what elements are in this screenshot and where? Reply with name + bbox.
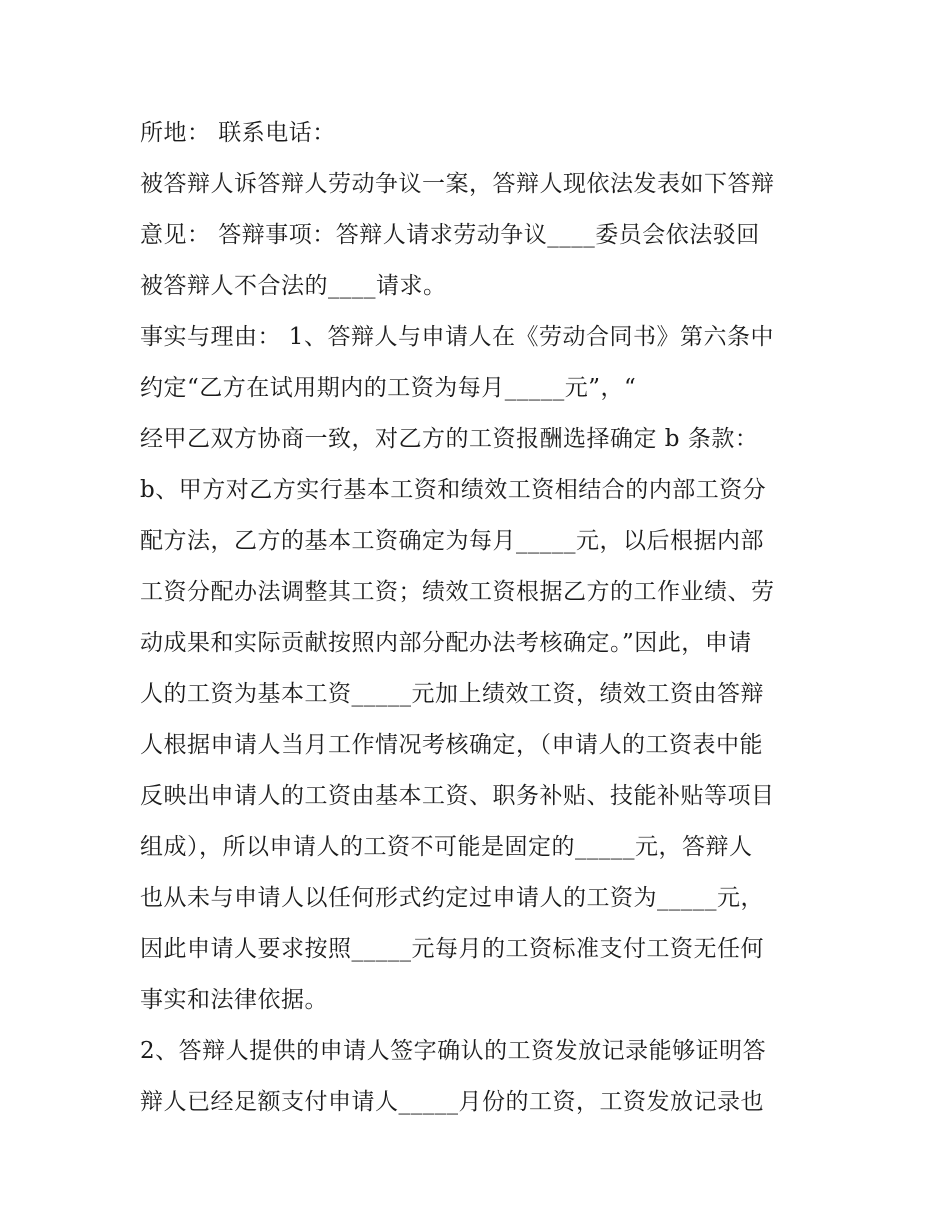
text-line: 辩人已经足额支付申请人_____月份的工资，工资发放记录也 (140, 1089, 764, 1115)
text-line: b、甲方对乙方实行基本工资和绩效工资相结合的内部工资分 (140, 477, 767, 503)
document-body (140, 108, 830, 1128)
text-line: 组成），所以申请人的工资不可能是固定的_____元，答辩人 (140, 834, 753, 860)
text-line: 反映出申请人的工资由基本工资、职务补贴、技能补贴等项目 (140, 783, 775, 809)
text-line: 人根据申请人当月工作情况考核确定，（申请人的工资表中能 (140, 732, 763, 758)
text-line: 被答辩人诉答辩人劳动争议一案，答辩人现依法发表如下答辩 (140, 171, 775, 197)
text-line: 配方法，乙方的基本工资确定为每月_____元，以后根据内部 (140, 528, 764, 554)
text-line: 被答辩人不合法的____请求。 (140, 273, 447, 299)
text-line: 事实与理由： 1、答辩人与申请人在《劳动合同书》第六条中 (140, 324, 774, 350)
text-line: 也从未与申请人以任何形式约定过申请人的工资为_____元， (140, 885, 764, 911)
text-line: 因此申请人要求按照_____元每月的工资标准支付工资无任何 (140, 936, 764, 962)
text-line: 经甲乙双方协商一致，对乙方的工资报酬选择确定 b 条款： (140, 426, 759, 452)
text-line: 意见： 答辩事项：答辩人请求劳动争议____委员会依法驳回 (140, 222, 760, 248)
text-line: 2、答辩人提供的申请人签字确认的工资发放记录能够证明答 (140, 1038, 767, 1064)
text-line: 事实和法律依据。 (140, 987, 328, 1013)
text-line: 工资分配办法调整其工资；绩效工资根据乙方的工作业绩、劳 (140, 579, 775, 605)
text-line: 所地： 联系电话： (140, 120, 336, 146)
text-line: 约定“乙方在试用期内的工资为每月_____元”，“ (140, 375, 637, 401)
text-line: 动成果和实际贡献按照内部分配办法考核确定。”因此，申请 (140, 630, 752, 656)
text-line: 人的工资为基本工资_____元加上绩效工资，绩效工资由答辩 (140, 681, 764, 707)
